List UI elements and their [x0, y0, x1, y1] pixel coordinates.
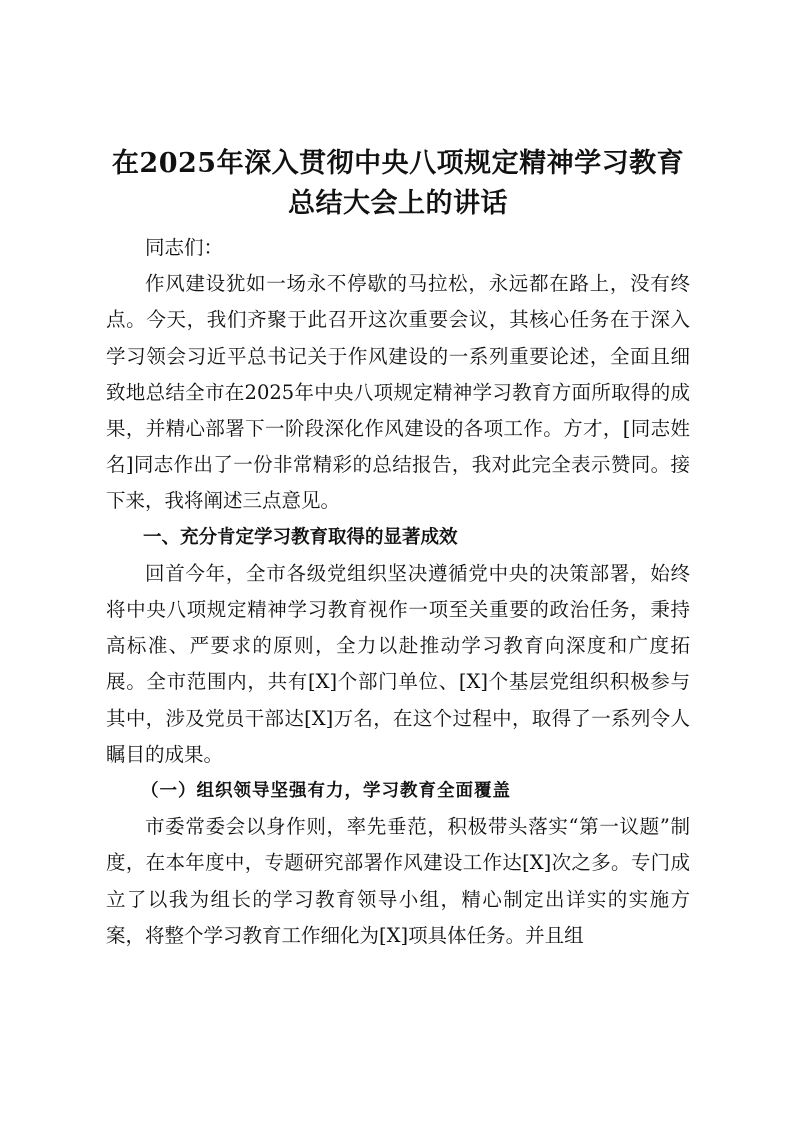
document-title: 在2025年深入贯彻中央八项规定精神学习教育总结大会上的讲话: [111, 148, 685, 219]
section-1-paragraph: 回首今年，全市各级党组织坚决遵循党中央的决策部署，始终将中央八项规定精神学习教育视作一项至关重要的政治任务，秉持高标准、严要求的原则，全力以赴推动学习教育向深度和广度拓展。全市范围内，共有[X]个部门单位、[X]个基层党组织积极参与其中，涉及党员干部达[X]万名，在这个过程中，取得了一系列令人瞩目的成果。: [106, 561, 690, 766]
intro-paragraph: 作风建设犹如一场永不停歇的马拉松，永远都在路上，没有终点。今天，我们齐聚于此召开这次重要会议，其核心任务在于深入学习领会习近平总书记关于作风建设的一系列重要论述，全面且细致地总结全市在2025年中央八项规定精神学习教育方面所取得的成果，并精心部署下一阶段深化作风建设的各项工作。方才，[同志姓名]同志作出了一份非常精彩的总结报告，我对此完全表示赞同。接下来，我将阐述三点意见。: [106, 272, 690, 513]
document-body: [106, 144, 690, 954]
section-heading-1: 一、充分肯定学习教育取得的显著成效: [143, 526, 458, 548]
salutation: 同志们：: [145, 236, 224, 259]
subsection-heading-1: （一）组织领导坚强有力，学习教育全面覆盖: [141, 781, 511, 802]
subsection-1-paragraph: 市委常委会以身作则，率先垂范，积极带头落实“第一议题”制度，在本年度中，专题研究部署作风建设工作达[X]次之多。专门成立了以我为组长的学习教育领导小组，精心制定出详实的实施方案，将整个学习教育工作细化为[X]项具体任务。并且组: [106, 815, 690, 947]
